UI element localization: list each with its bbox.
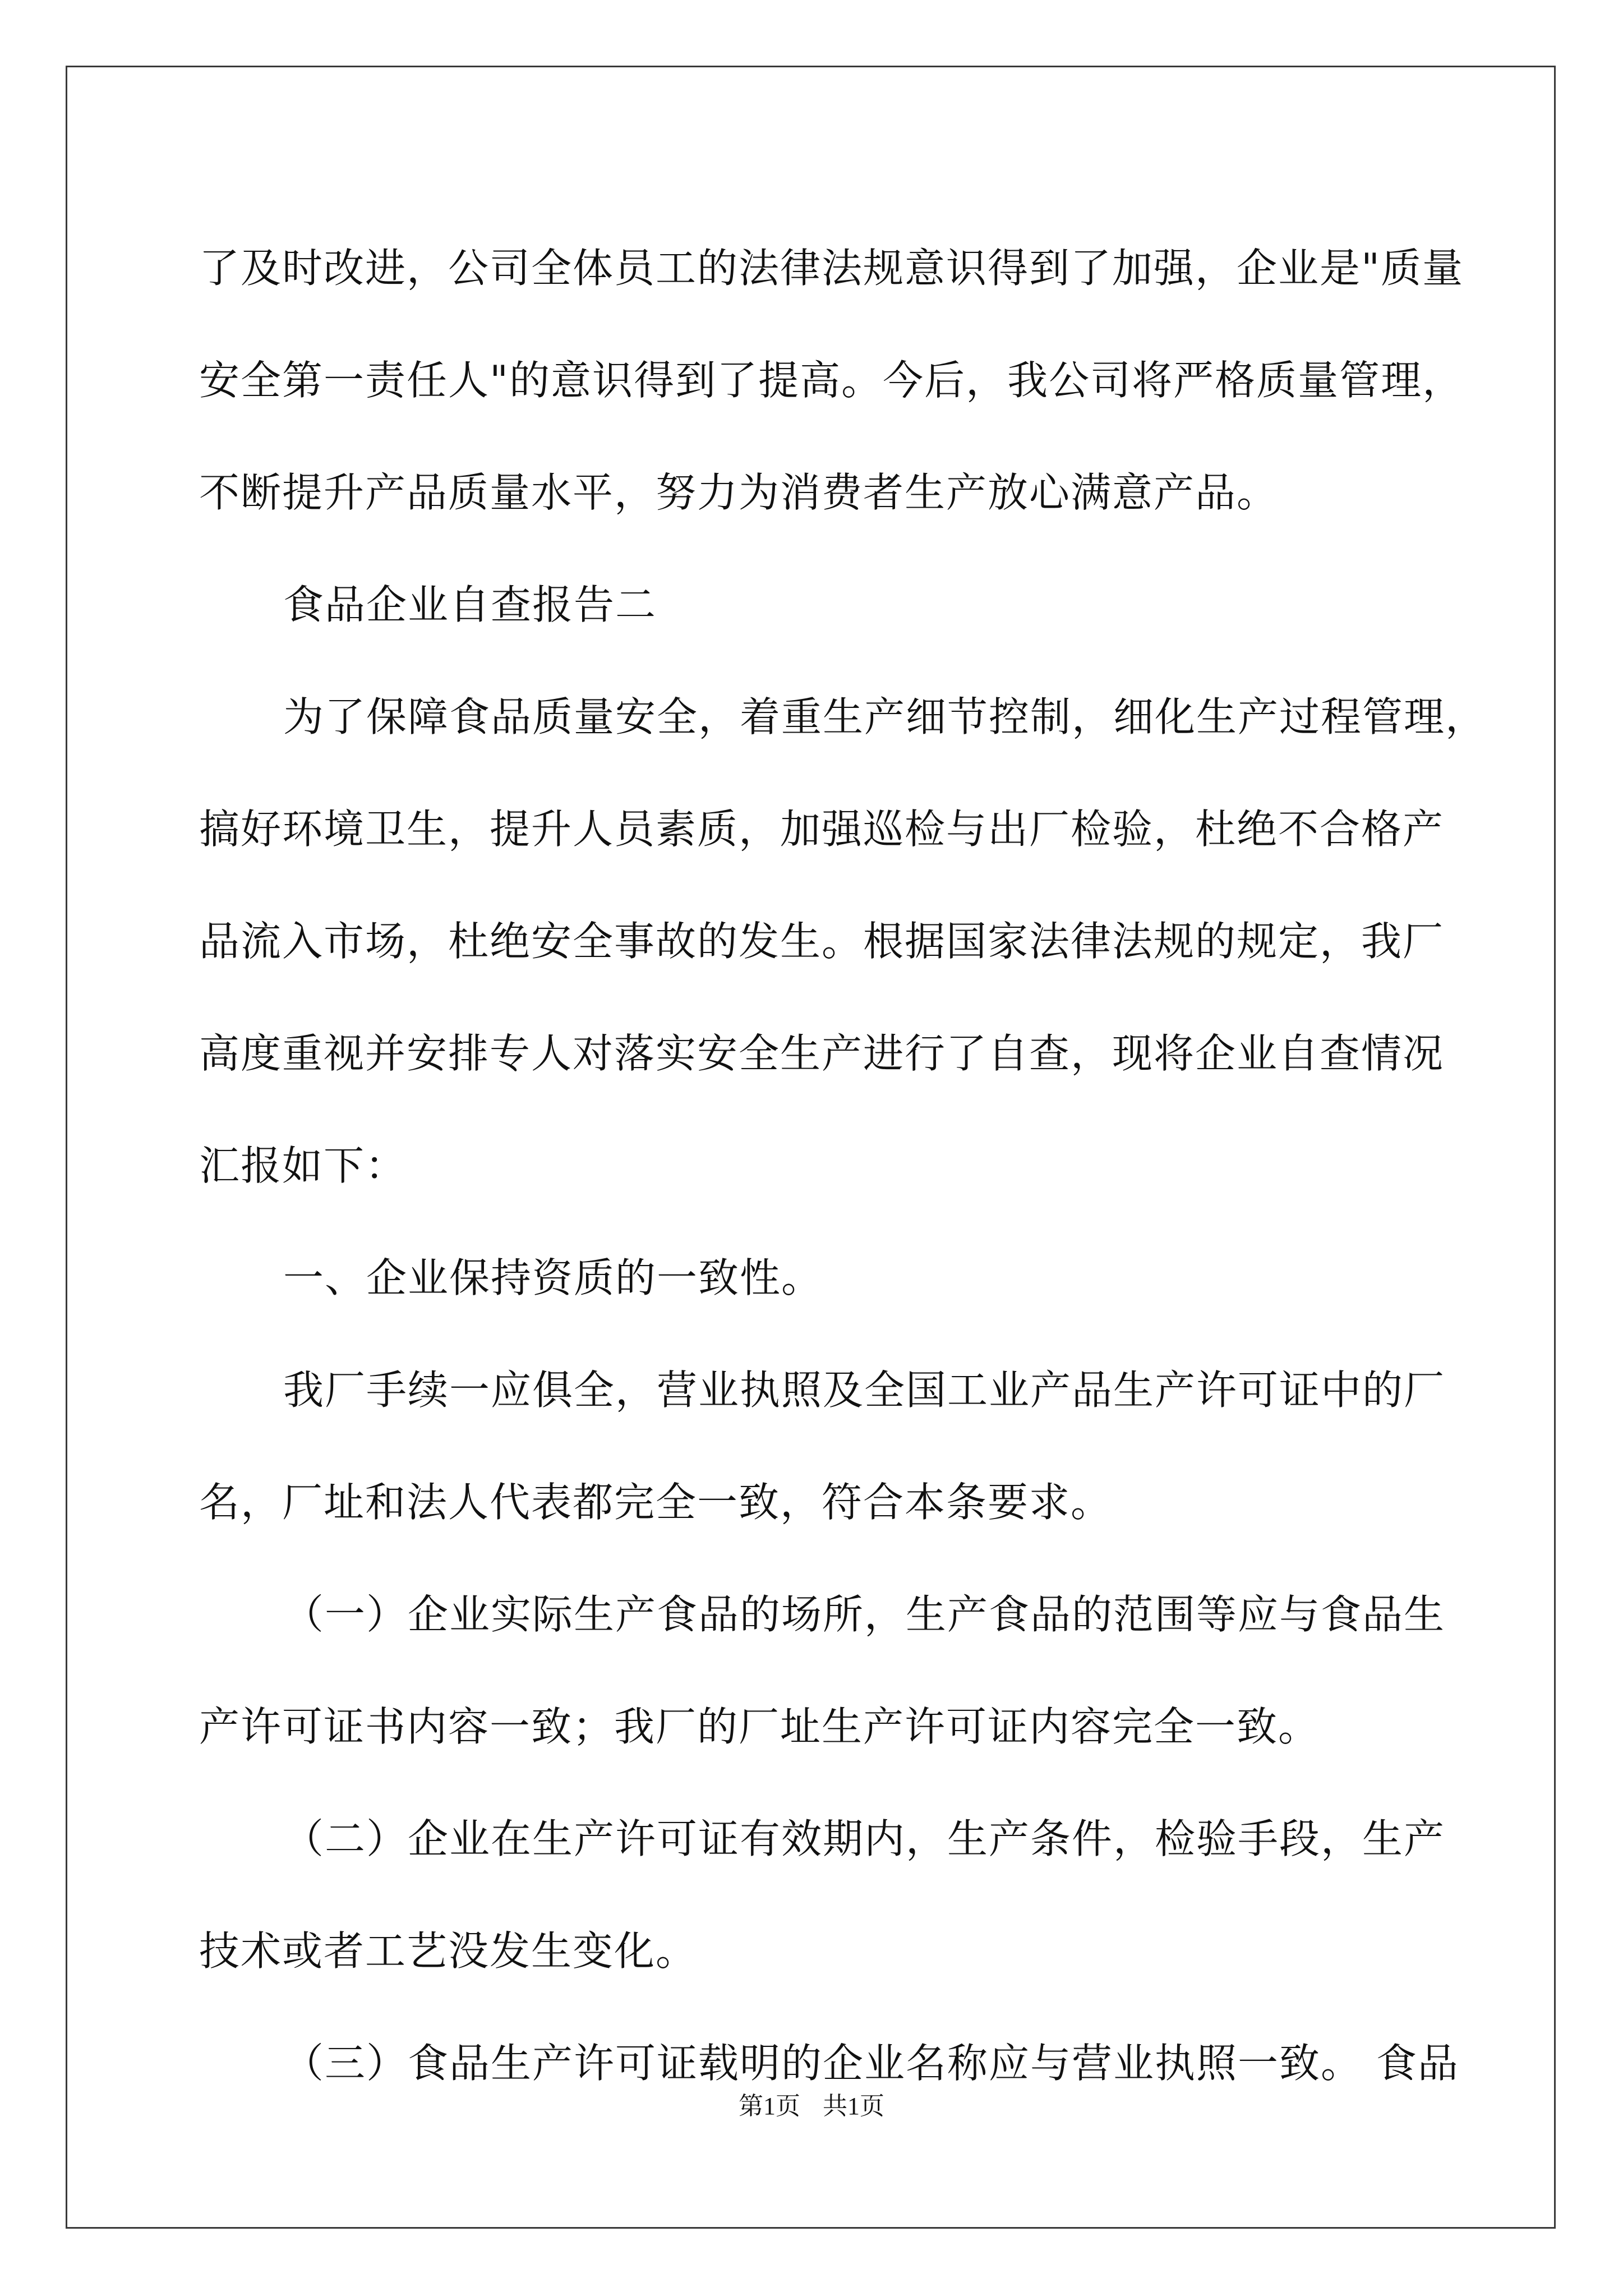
paragraph-line: 不断提升产品质量水平，努力为消费者生产放心满意产品。 <box>199 469 1279 516</box>
paragraph-line: 搞好环境卫生，提升人员素质，加强巡检与出厂检验，杜绝不合格产 <box>199 806 1445 853</box>
paragraph-line: 技术或者工艺没发生变化。 <box>199 1927 698 1975</box>
subsection-heading: 一、企业保持资质的一致性。 <box>283 1254 823 1301</box>
paragraph-line: 为了保障食品质量安全，着重生产细节控制，细化生产过程管理， <box>283 693 1487 740</box>
list-item-line: （三）食品生产许可证载明的企业名称应与营业执照一致。 食品 <box>283 2040 1459 2087</box>
section-heading: 食品企业自查报告二 <box>283 581 657 628</box>
page-number: 第1页 <box>739 2092 800 2120</box>
document-body <box>199 212 1487 2119</box>
list-item-line: （二）企业在生产许可证有效期内，生产条件，检验手段，生产 <box>283 1815 1446 1862</box>
paragraph-line: 安全第一责任人"的意识得到了提高。今后，我公司将严格质量管理， <box>199 357 1464 404</box>
paragraph-line: 品流入市场，杜绝安全事故的发生。根据国家法律法规的规定，我厂 <box>199 918 1445 965</box>
page-total: 共1页 <box>823 2092 884 2120</box>
list-item-line: （一）企业实际生产食品的场所，生产食品的范围等应与食品生 <box>283 1591 1446 1638</box>
paragraph-line: 了及时改进，公司全体员工的法律法规意识得到了加强，企业是"质量 <box>199 245 1464 292</box>
paragraph-line: 汇报如下： <box>199 1142 407 1189</box>
page-footer <box>0 2086 1623 2122</box>
paragraph-line: 名，厂址和法人代表都完全一致，符合本条要求。 <box>199 1479 1113 1526</box>
paragraph-line: 高度重视并安排专人对落实安全生产进行了自查，现将企业自查情况 <box>199 1030 1445 1077</box>
paragraph-line: 产许可证书内容一致；我厂的厂址生产许可证内容完全一致。 <box>199 1703 1320 1750</box>
paragraph-line: 我厂手续一应俱全，营业执照及全国工业产品生产许可证中的厂 <box>283 1366 1446 1414</box>
